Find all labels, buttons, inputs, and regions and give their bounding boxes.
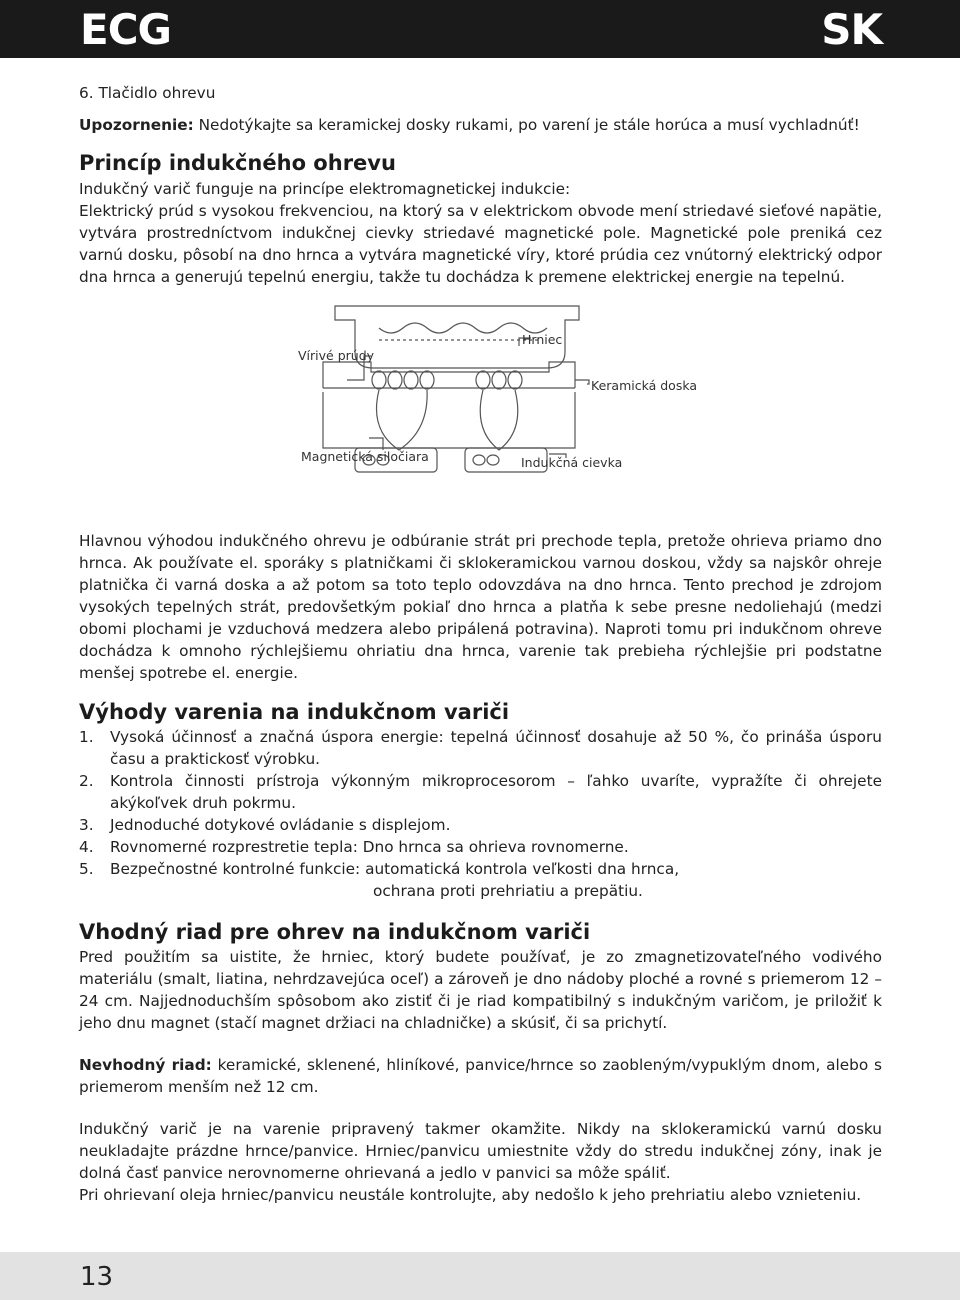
- list-number: 5.: [79, 860, 94, 878]
- oil-warning-text: Pri ohrievaní oleja hrniec/panvicu neustále kontrolujte, aby nedošlo k jeho prehriatiu alebo vznieteniu.: [79, 1186, 862, 1204]
- page-header: [0, 0, 960, 58]
- induction-diagram: [79, 300, 882, 525]
- page-number: 13: [80, 1262, 114, 1292]
- label-pot: Hrniec: [522, 332, 563, 347]
- section-heading-principle: Princíp indukčného ohrevu: [79, 151, 396, 175]
- principle-text: Elektrický prúd s vysokou frekvenciou, na ktorý sa v elektrickom obvode mení striedavé sieťové napätie, vytvára prostredníctvom indukčnej cievky striedavé magnetické pole. Magnetické pole preniká cez varnú dosku, pôsobí na dno hrnca a vytvára magnetické víry, ktoré prúdia cez vnútorný elektrický odpor dna hrnca a generujú tepelnú energiu, takže tu dochádza k premene elektrickej energie na tepelnú.: [79, 202, 882, 286]
- section-heading-benefits: Výhody varenia na indukčnom variči: [79, 700, 510, 724]
- advantage-text: Hlavnou výhodou indukčného ohrevu je odbúranie strát pri prechode tepla, pretože ohrieva priamo dno hrnca. Ak používate el. sporáky s platničkami či sklokeramickou varnou doskou, vždy sa najskôr ohreje platnička či varná doska a až potom sa toto teplo odovzdáva na dno hrnca. Tento prechod je zdrojom vysokých tepelných strát, predovšetkým pokiaľ dno hrnca a platňa k sebe presne nedoliehajú (medzi obomi plochami je vzduchová medzera alebo pripálená potravina). Naproti tomu pri indukčnom ohreve dochádza k omnoho rýchlejšiemu ohriatiu dna hrnca, varenie tak prebieha rýchlejšie pri podstatne menšej spotrebe el. energie.: [79, 532, 882, 682]
- list-text: ochrana proti prehriatiu a prepätiu.: [373, 882, 643, 900]
- label-field-line: Magnetická siločiara: [301, 449, 429, 464]
- page-footer: [0, 1252, 960, 1300]
- list-text: Jednoduché dotykové ovládanie s displejom.: [110, 816, 451, 834]
- section-heading-cookware: Vhodný riad pre ohrev na indukčnom variči: [79, 920, 591, 944]
- list-item-continuation: [79, 880, 882, 902]
- list-item: [79, 836, 882, 858]
- list-text: Bezpečnostné kontrolné funkcie: automatická kontrola veľkosti dna hrnca,: [110, 860, 680, 878]
- unsuitable-label: Nevhodný riad:: [79, 1056, 212, 1074]
- warning-label: Upozornenie:: [79, 116, 194, 134]
- list-item: [79, 770, 882, 814]
- page-content: [79, 82, 882, 1206]
- list-number: 2.: [79, 772, 94, 790]
- list-text: Kontrola činnosti prístroja výkonným mikroprocesorom – ľahko uvaríte, vypražíte či ohrejete akýkoľvek druh pokrmu.: [110, 772, 882, 812]
- warning-text: Nedotýkajte sa keramickej dosky rukami, po varení je stále horúca a musí vychladnúť!: [193, 116, 860, 134]
- list-item: [79, 858, 882, 880]
- cookware-text: Pred použitím sa uistite, že hrniec, ktorý budete používať, je zo zmagnetizovateľného vodivého materiálu (smalt, liatina, nehrdzavejúca oceľ) a zároveň je dno nádoby ploché a rovné s priemerom 12 – 24 cm. Najjednoduchším spôsobom ako zistiť či je riad kompatibilný s indukčným varičom, je priložiť k jeho dnu magnet (stačí magnet držiaci na chladničke) a skúsiť, či sa prichytí.: [79, 948, 882, 1032]
- benefits-list: [79, 726, 882, 902]
- list-item: [79, 726, 882, 770]
- list-text: Rovnomerné rozprestretie tepla: Dno hrnca sa ohrieva rovnomerne.: [110, 838, 629, 856]
- label-eddy-currents: Vírivé prúdy: [298, 348, 375, 363]
- usage-text: Indukčný varič je na varenie pripravený takmer okamžite. Nikdy na sklokeramickú varnú dosku neukladajte prázdne hrnce/panvice. Hrniec/panvicu umiestnite vždy do stredu indukčnej zóny, inak je dolná časť panvice nerovnomerne ohrievaná a jedlo v panvici sa môže spáliť.: [79, 1120, 882, 1182]
- list-number: 3.: [79, 816, 94, 834]
- list-number: 1.: [79, 728, 94, 746]
- warning-note: [79, 114, 882, 136]
- label-ceramic-plate: Keramická doska: [591, 378, 698, 393]
- list-item: [79, 814, 882, 836]
- unsuitable-text: keramické, sklenené, hliníkové, panvice/hrnce so zaobleným/vypuklým dnom, alebo s priemerom menším než 12 cm.: [79, 1056, 882, 1096]
- label-induction-coil: Indukčná cievka: [521, 455, 623, 470]
- list-item-heat-button: 6. Tlačidlo ohrevu: [79, 84, 216, 102]
- unsuitable-cookware: [79, 1054, 882, 1098]
- list-number: 4.: [79, 838, 94, 856]
- list-text: Vysoká účinnosť a značná úspora energie: tepelná účinnosť dosahuje až 50 %, čo prináša úsporu času a praktickosť výrobku.: [110, 728, 882, 768]
- language-code: SK: [821, 5, 882, 54]
- principle-intro: Indukčný varič funguje na princípe elektromagnetickej indukcie:: [79, 180, 571, 198]
- induction-diagram-drawing: [79, 300, 882, 525]
- brand-logo: ECG: [80, 5, 171, 54]
